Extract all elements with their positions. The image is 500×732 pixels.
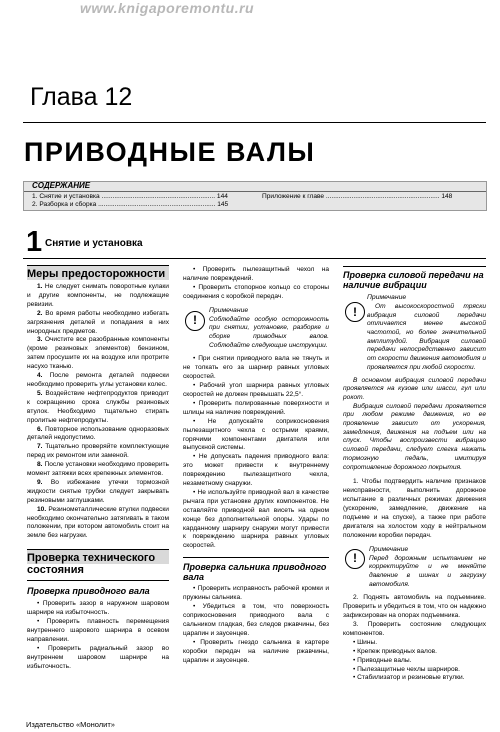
toc-item[interactable]: 2. Разборка и сборка ................................................................ 145 (32, 201, 229, 208)
list-item: • Проверить пылезащитный чехол на наличие повреждений. (183, 266, 329, 282)
list-item: • Крепеж приводных валов. (353, 647, 437, 655)
section-number: 1 (26, 226, 43, 258)
footer-publisher: Издательство «Монолит» (26, 720, 115, 729)
list-item: 3. Очистите все разобранные компоненты (кроме резиновых элементов) бензином, затем просушите их на воздухе или протрите насухо тканью. (27, 336, 169, 371)
chapter-number: Глава 12 (30, 83, 133, 111)
toc-rule (24, 191, 486, 192)
toc-heading: СОДЕРЖАНИЕ (32, 181, 91, 190)
list-item: • Шины. (353, 638, 378, 646)
divider (343, 266, 486, 267)
list-item: • Рабочий угол шарнира равных угловых скоростей не должен превышать 22,5°. (183, 382, 329, 398)
list-item: 2. Во время работы необходимо избегать загрязнения деталей и попадания в них инородных предметов. (27, 309, 169, 335)
divider (23, 122, 486, 123)
heading-drive-check: Проверка приводного вала (27, 586, 150, 597)
list-item: • Проверить исправность рабочей кромки и пружины сальника. (183, 585, 329, 602)
list-item: 10. Резинометаллические втулки подвески необходимо окончательно затягивать в таком положении, при котором автомобиль стоит на земле без нагрузки. (27, 505, 169, 540)
column-2 (183, 266, 329, 665)
warning-icon: ! (345, 302, 365, 322)
note (183, 307, 329, 351)
heading-tech-check: Проверка технического состояния (27, 552, 156, 577)
list-item: • Проверить зазор в наружном шаровом шарнире на избыточность. (27, 600, 170, 617)
note-text: От высокоскоростной тряски вибрация силовой передачи отличается менее высокой частотой, но более значительной амплитудой. Вибрация силовой передачи непосредственно зависит от скорости движения автомобиля и проявляется при любой скорости. (367, 302, 486, 371)
divider (27, 580, 169, 581)
list-item: 8. После установки необходимо проверить момент затяжки всех крепежных элементов. (27, 461, 169, 478)
list-item: 1. Не следует снимать поворотные кулаки и другие компоненты, не подлежащие ревизии. (27, 283, 169, 308)
note (343, 294, 486, 373)
note-label: Примечание (367, 294, 407, 301)
list-item: • При снятии приводного вала не тянуть и не толкать его за шарнир равных угловых скоростей. (183, 355, 329, 381)
list-item: • Проверить полированные поверхности и шлицы на наличие повреждений. (183, 399, 329, 416)
note-text: Вибрация силовой передачи проявляется при любом режиме движения, но ее проявление зависит от ускорения, замедления, движения на подъем или на спуск. Чтобы воспроизвести вибрацию силовой передачи, следует слегка нажать тормозную педаль, имитируя сопротивление дорожного покрытия. (343, 402, 486, 471)
list-item: 7. Тщательно проверяйте комплектующие перед их ремонтом или заменой. (27, 443, 169, 460)
note-label: Примечание (369, 545, 409, 553)
list-item: • Проверить радиальный зазор во внутреннем шаровом шарнире на избыточность. (27, 644, 169, 670)
column-1 (27, 265, 169, 672)
heading-seal-check: Проверка сальника приводного вала (183, 562, 327, 583)
list-item: 5. Воздействие нефтепродуктов приводит к сокращению срока службы резиновых втулок. Необходимо тщательно стирать пролитые нефтепродукты. (27, 389, 169, 424)
list-item: 4. После ремонта деталей подвески необходимо проверить углы установки колес. (27, 372, 169, 388)
note-text: Соблюдайте особую осторожность при снятии, установке, разборке и сборке приводных валов. Соблюдайте следующие инструкции. (209, 315, 329, 349)
section-title: Снятие и установка (45, 238, 143, 249)
toc-item[interactable]: 1. Снятие и установка .............................................................. 144 (32, 193, 228, 200)
note (343, 546, 486, 590)
watermark: www.knigaporemontu.ru (80, 0, 255, 16)
chapter-title: ПРИВОДНЫЕ ВАЛЫ (24, 137, 316, 167)
note-text: Перед дорожным испытанием не корректируйте и не меняйте давление в шинах и загрузку автомобиля. (369, 554, 486, 588)
paragraph: 2. Поднять автомобиль на подъемнике. Проверить и убедиться в том, что он надежно зафиксирован на опорах подъемника. (343, 594, 486, 620)
warning-icon: ! (345, 549, 365, 569)
heading-vibration-check: Проверка силовой передачи на наличие вибрации (343, 270, 484, 290)
list-item: • Не допускать падения приводного вала: это может привести к внутреннему повреждению пылезащитного чехла, незаметному снаружи. (183, 453, 329, 488)
paragraph: 1. Чтобы подтвердить наличие признаков неисправности, выполнить дорожное испытание в различных режимах движения (ускорение, замедление, движение на подъеме и на спуске), а также при работе двигателя на холостом ходу в нейтральном положении коробки передач. (343, 478, 486, 539)
paragraph: 3. Проверить состояние следующих компонентов. (343, 621, 486, 637)
list-item: • Проверить плавность перемещения внутреннего шарового шарнира в осевом направлении. (27, 618, 169, 643)
list-item: • Не допускайте соприкосновения пылезащитного чехла с острыми краями, горячими компонентами двигателя или выпускной системы. (183, 417, 330, 452)
list-item: • Проверить гнездо сальника в картере коробки передач на наличие ржавчины, царапин и заусенцев. (183, 638, 330, 664)
list-item: 9. Во избежание утечки тормозной жидкости снятые трубки следует закрывать резиновыми заглушками. (27, 478, 169, 504)
list-item: • Проверить стопорное кольцо со стороны соединения с коробкой передач. (183, 283, 330, 300)
list-item: • Пылезащитные чехлы шарниров. (353, 665, 460, 673)
warning-icon: ! (185, 311, 205, 331)
list-item: • Убедиться в том, что поверхность соприкосновения приводного вала с сальником гладкая, без следов ржавчины, без царапин и заусенцев. (183, 603, 330, 637)
table-of-contents (23, 181, 487, 211)
list-item: • Не используйте приводной вал в качестве рычага при установке других компонентов. Не оставляйте приводной вал висеть на одном конце без дополнительной опоры. Удары по карданному шарниру снаружи могут привести к повреждению шарнира равных угловых скоростей. (183, 488, 329, 550)
note-label: Примечание (209, 306, 249, 314)
divider (183, 557, 329, 558)
column-3 (343, 266, 486, 683)
list-item: • Приводные валы. (353, 656, 412, 664)
list-item: • Стабилизатор и резиновые втулки. (353, 674, 465, 682)
divider (23, 258, 486, 259)
toc-item[interactable]: Приложение к главе .............................................................. 148 (262, 193, 453, 200)
list-item: 6. Повторное использование одноразовых деталей недопустимо. (27, 425, 169, 442)
note-text: В основном вибрация силовой передачи проявляется на кузове или шасси, гул или рокот. (343, 376, 486, 401)
heading-safety: Меры предосторожности (27, 268, 166, 280)
